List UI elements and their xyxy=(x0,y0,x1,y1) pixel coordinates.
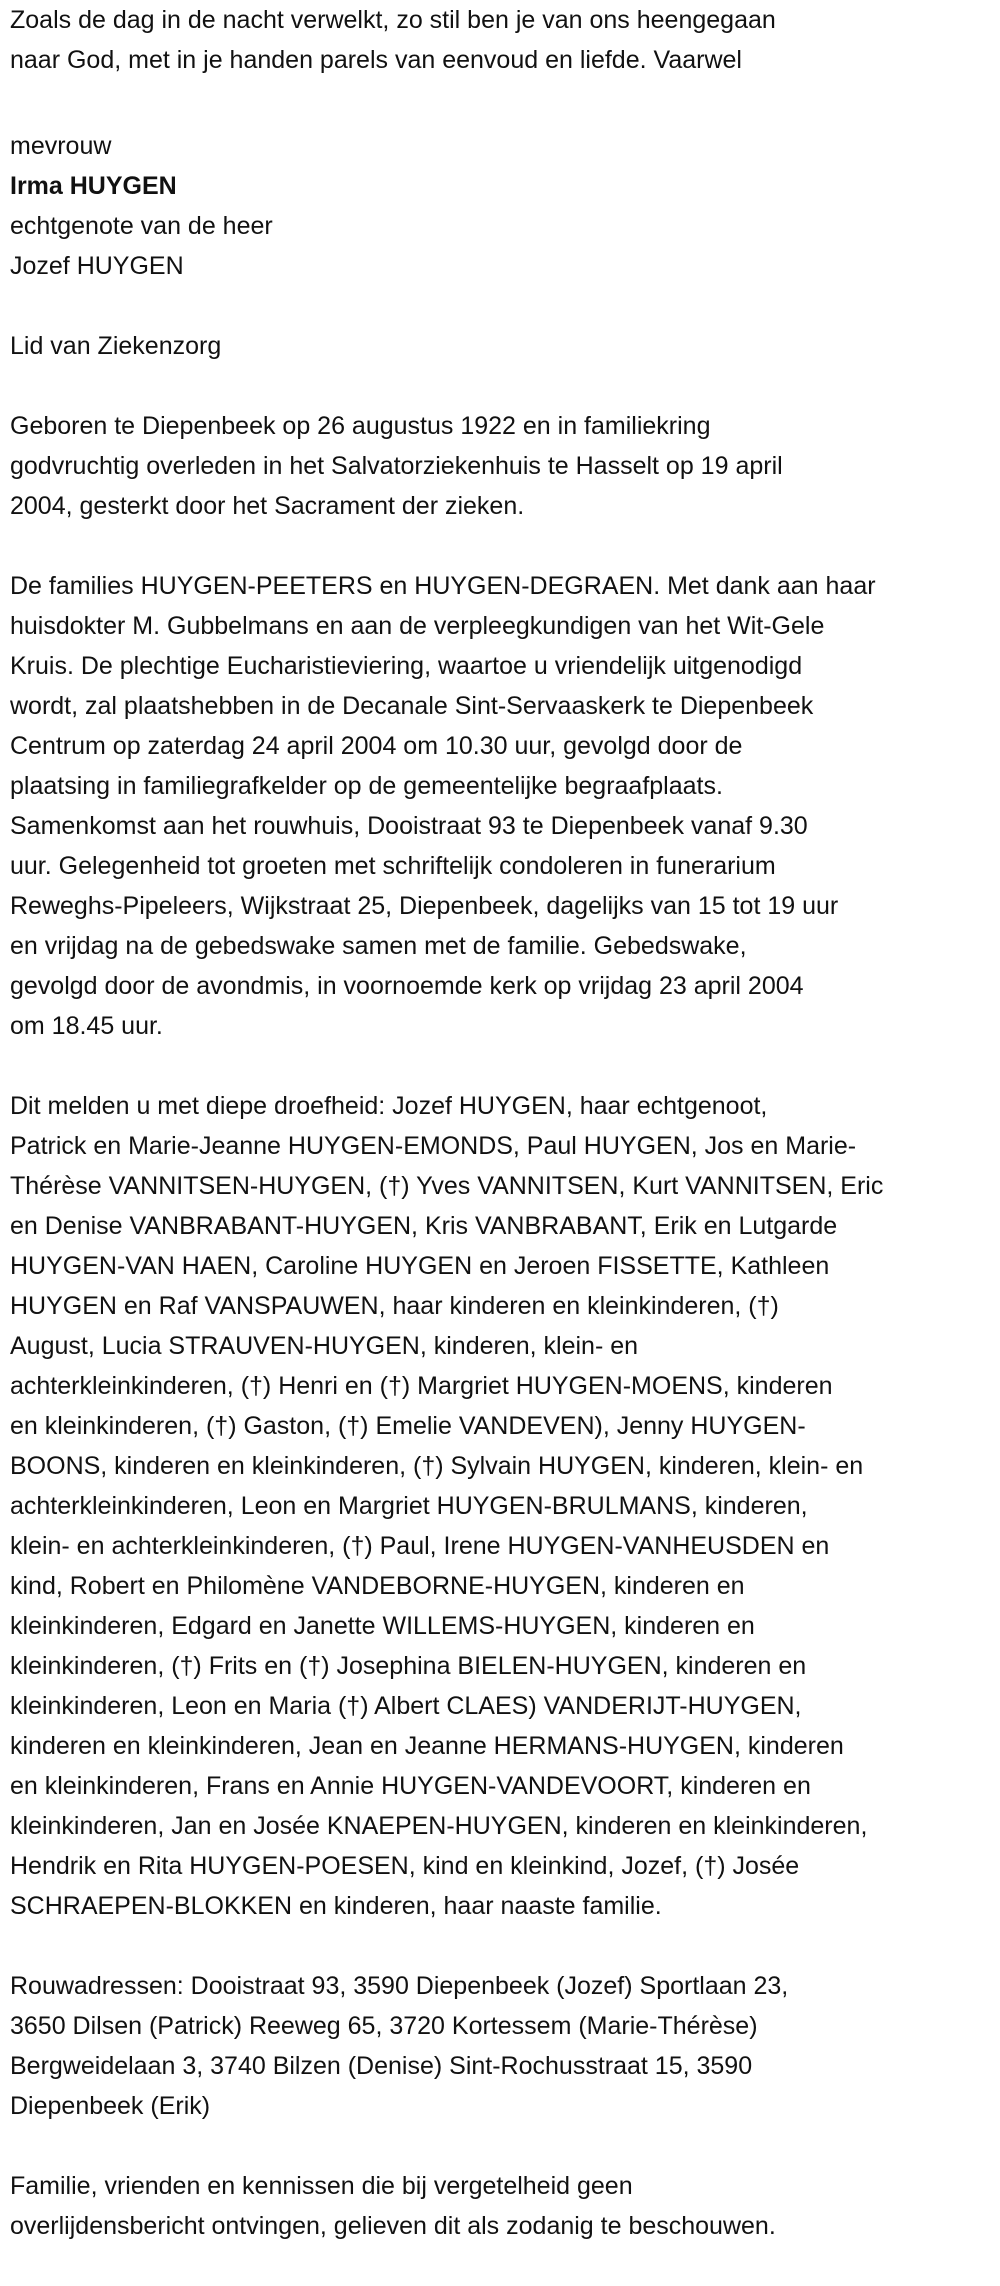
text-line: Rouwadressen: Dooistraat 93, 3590 Diepenbeek (Jozef) Sportlaan 23, xyxy=(10,1972,789,2000)
deceased-block xyxy=(10,126,995,286)
text-line: naar God, met in je handen parels van eenvoud en liefde. Vaarwel xyxy=(10,46,742,74)
text-line: gevolgd door de avondmis, in voornoemde kerk op vrijdag 23 april 2004 xyxy=(10,972,804,1000)
text-line: Lid van Ziekenzorg xyxy=(10,332,222,360)
text-line: kleinkinderen, Jan en Josée KNAEPEN-HUYGEN, kinderen en kleinkinderen, xyxy=(10,1812,868,1840)
text-line: Centrum op zaterdag 24 april 2004 om 10.30 uur, gevolgd door de xyxy=(10,732,743,760)
text-line: achterkleinkinderen, (†) Henri en (†) Margriet HUYGEN-MOENS, kinderen xyxy=(10,1372,833,1400)
text-line: en kleinkinderen, Frans en Annie HUYGEN-VANDEVOORT, kinderen en xyxy=(10,1772,811,1800)
text-line: Kruis. De plechtige Eucharistieviering, waartoe u vriendelijk uitgenodigd xyxy=(10,652,803,680)
text-line: godvruchtig overleden in het Salvatorziekenhuis te Hasselt op 19 april xyxy=(10,452,783,480)
text-line: HUYGEN-VAN HAEN, Caroline HUYGEN en Jeroen FISSETTE, Kathleen xyxy=(10,1252,830,1280)
deceased-relation: echtgenote van de heer xyxy=(10,212,273,240)
text-line: Dit melden u met diepe droefheid: Jozef HUYGEN, haar echtgenoot, xyxy=(10,1092,768,1120)
text-line: plaatsing in familiegrafkelder op de gemeentelijke begraafplaats. xyxy=(10,772,723,800)
text-line: 2004, gesterkt door het Sacrament der zieken. xyxy=(10,492,525,520)
text-line: Thérèse VANNITSEN-HUYGEN, (†) Yves VANNITSEN, Kurt VANNITSEN, Eric xyxy=(10,1172,884,1200)
text-line: en Denise VANBRABANT-HUYGEN, Kris VANBRABANT, Erik en Lutgarde xyxy=(10,1212,838,1240)
text-line: achterkleinkinderen, Leon en Margriet HUYGEN-BRULMANS, kinderen, xyxy=(10,1492,808,1520)
text-line: Reweghs-Pipeleers, Wijkstraat 25, Diepenbeek, dagelijks van 15 tot 19 uur xyxy=(10,892,839,920)
text-line: HUYGEN en Raf VANSPAUWEN, haar kinderen en kleinkinderen, (†) xyxy=(10,1292,779,1320)
membership xyxy=(10,326,995,366)
deceased-title: mevrouw xyxy=(10,132,112,160)
family-paragraph xyxy=(10,1086,995,1926)
text-line: kleinkinderen, (†) Frits en (†) Josephina BIELEN-HUYGEN, kinderen en xyxy=(10,1652,807,1680)
ceremony-paragraph xyxy=(10,566,995,1046)
text-line: SCHRAEPEN-BLOKKEN en kinderen, haar naaste familie. xyxy=(10,1892,662,1920)
closing-paragraph xyxy=(10,2166,995,2246)
text-line: overlijdensbericht ontvingen, gelieven dit als zodanig te beschouwen. xyxy=(10,2212,776,2240)
text-line: De families HUYGEN-PEETERS en HUYGEN-DEGRAEN. Met dank aan haar xyxy=(10,572,876,600)
birth-death-paragraph xyxy=(10,406,995,526)
text-line: Diepenbeek (Erik) xyxy=(10,2092,211,2120)
text-line: August, Lucia STRAUVEN-HUYGEN, kinderen, klein- en xyxy=(10,1332,639,1360)
text-line: kleinkinderen, Leon en Maria (†) Albert CLAES) VANDERIJT-HUYGEN, xyxy=(10,1692,802,1720)
text-line: Hendrik en Rita HUYGEN-POESEN, kind en kleinkind, Jozef, (†) Josée xyxy=(10,1852,800,1880)
text-line: BOONS, kinderen en kleinkinderen, (†) Sylvain HUYGEN, kinderen, klein- en xyxy=(10,1452,864,1480)
text-line: Zoals de dag in de nacht verwelkt, zo stil ben je van ons heengegaan xyxy=(10,6,776,34)
text-line: huisdokter M. Gubbelmans en aan de verpleegkundigen van het Wit-Gele xyxy=(10,612,825,640)
text-line: kleinkinderen, Edgard en Janette WILLEMS-HUYGEN, kinderen en xyxy=(10,1612,755,1640)
text-line: Bergweidelaan 3, 3740 Bilzen (Denise) Sint-Rochusstraat 15, 3590 xyxy=(10,2052,753,2080)
text-line: wordt, zal plaatshebben in de Decanale Sint-Servaaskerk te Diepenbeek xyxy=(10,692,814,720)
text-line: en vrijdag na de gebedswake samen met de familie. Gebedswake, xyxy=(10,932,747,960)
text-line: kinderen en kleinkinderen, Jean en Jeanne HERMANS-HUYGEN, kinderen xyxy=(10,1732,844,1760)
addresses-paragraph xyxy=(10,1966,995,2126)
text-line: Geboren te Diepenbeek op 26 augustus 1922 en in familiekring xyxy=(10,412,711,440)
text-line: Patrick en Marie-Jeanne HUYGEN-EMONDS, Paul HUYGEN, Jos en Marie- xyxy=(10,1132,857,1160)
text-line: kind, Robert en Philomène VANDEBORNE-HUYGEN, kinderen en xyxy=(10,1572,745,1600)
poem xyxy=(10,0,995,80)
deceased-name: Irma HUYGEN xyxy=(10,172,177,200)
text-line: om 18.45 uur. xyxy=(10,1012,163,1040)
text-line: uur. Gelegenheid tot groeten met schriftelijk condoleren in funerarium xyxy=(10,852,776,880)
text-line: 3650 Dilsen (Patrick) Reeweg 65, 3720 Kortessem (Marie-Thérèse) xyxy=(10,2012,758,2040)
spouse-name: Jozef HUYGEN xyxy=(10,252,184,280)
obituary-document xyxy=(10,0,995,2286)
text-line: Familie, vrienden en kennissen die bij vergetelheid geen xyxy=(10,2172,633,2200)
text-line: en kleinkinderen, (†) Gaston, (†) Emelie VANDEVEN), Jenny HUYGEN- xyxy=(10,1412,806,1440)
text-line: klein- en achterkleinkinderen, (†) Paul, Irene HUYGEN-VANHEUSDEN en xyxy=(10,1532,830,1560)
text-line: Samenkomst aan het rouwhuis, Dooistraat 93 te Diepenbeek vanaf 9.30 xyxy=(10,812,808,840)
